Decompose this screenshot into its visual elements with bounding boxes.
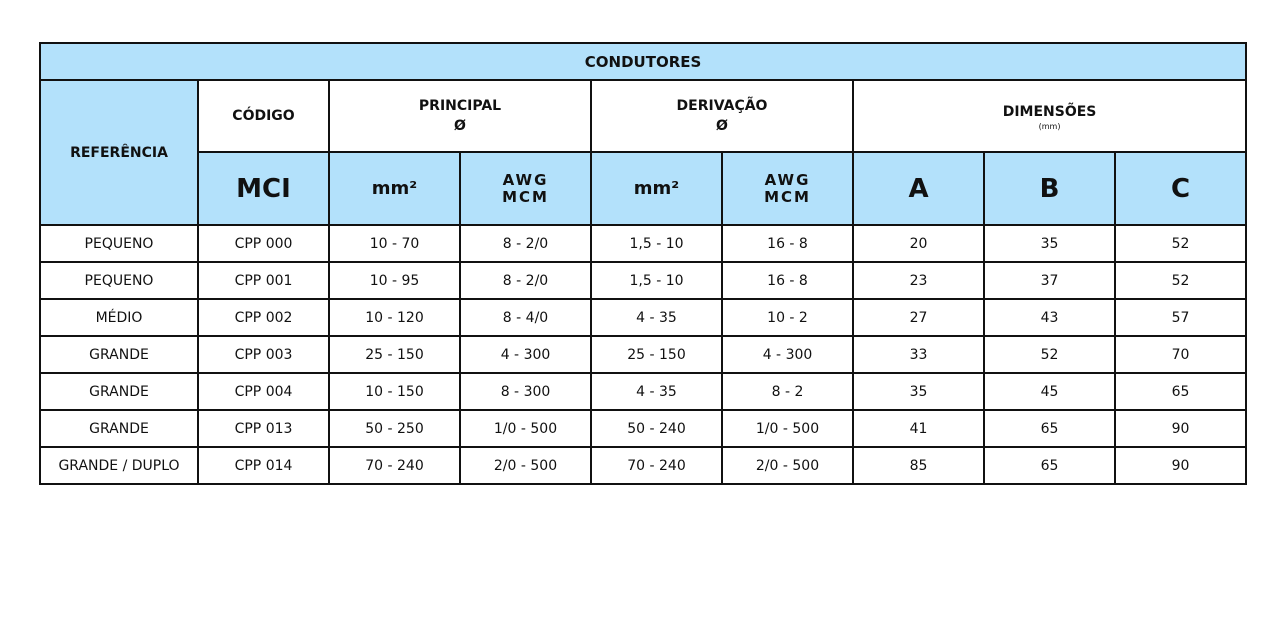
cell-dim-a: 85 (853, 447, 984, 484)
table-row (40, 336, 1246, 373)
cell-dim-c: 65 (1115, 373, 1246, 410)
header-referencia: REFERÊNCIA (40, 80, 198, 225)
table-row (40, 225, 1246, 262)
cell-referencia: GRANDE (40, 336, 198, 373)
cell-derivacao-awg: 4 - 300 (722, 336, 853, 373)
header-dim-c: C (1115, 152, 1246, 225)
cell-dim-a: 41 (853, 410, 984, 447)
cell-derivacao-awg: 16 - 8 (722, 262, 853, 299)
cell-principal-awg: 8 - 2/0 (460, 225, 591, 262)
cell-referencia: PEQUENO (40, 262, 198, 299)
cell-dim-c: 52 (1115, 225, 1246, 262)
principal-diameter-symbol: Ø (454, 118, 466, 134)
table-body (40, 225, 1246, 484)
cell-principal-awg: 4 - 300 (460, 336, 591, 373)
cell-dim-b: 65 (984, 447, 1115, 484)
derivacao-awg: AWG (764, 170, 811, 189)
header-dim-a: A (853, 152, 984, 225)
cell-principal-mm2: 10 - 150 (329, 373, 460, 410)
cell-derivacao-mm2: 4 - 35 (591, 299, 722, 336)
cell-codigo: CPP 002 (198, 299, 329, 336)
cell-derivacao-mm2: 4 - 35 (591, 373, 722, 410)
cell-dim-b: 37 (984, 262, 1115, 299)
conductors-table (39, 42, 1247, 485)
cell-dim-b: 45 (984, 373, 1115, 410)
table-row (40, 373, 1246, 410)
cell-referencia: GRANDE (40, 373, 198, 410)
header-dimensoes (853, 80, 1246, 152)
cell-principal-mm2: 10 - 95 (329, 262, 460, 299)
cell-derivacao-awg: 10 - 2 (722, 299, 853, 336)
cell-derivacao-mm2: 1,5 - 10 (591, 262, 722, 299)
cell-principal-awg: 8 - 2/0 (460, 262, 591, 299)
cell-dim-a: 33 (853, 336, 984, 373)
header-derivacao (591, 80, 853, 152)
cell-principal-mm2: 10 - 120 (329, 299, 460, 336)
cell-codigo: CPP 001 (198, 262, 329, 299)
principal-awg: AWG (502, 170, 549, 189)
header-derivacao-awg-mcm (722, 152, 853, 225)
cell-dim-c: 70 (1115, 336, 1246, 373)
cell-derivacao-mm2: 1,5 - 10 (591, 225, 722, 262)
cell-codigo: CPP 014 (198, 447, 329, 484)
cell-referencia: GRANDE / DUPLO (40, 447, 198, 484)
cell-principal-awg: 1/0 - 500 (460, 410, 591, 447)
table-row (40, 299, 1246, 336)
header-derivacao-mm2: mm² (591, 152, 722, 225)
principal-label: PRINCIPAL (418, 98, 502, 114)
cell-derivacao-awg: 8 - 2 (722, 373, 853, 410)
cell-derivacao-awg: 2/0 - 500 (722, 447, 853, 484)
derivacao-mcm: MCM (764, 187, 811, 206)
cell-principal-mm2: 50 - 250 (329, 410, 460, 447)
cell-dim-b: 52 (984, 336, 1115, 373)
cell-principal-mm2: 10 - 70 (329, 225, 460, 262)
cell-principal-awg: 2/0 - 500 (460, 447, 591, 484)
cell-dim-c: 90 (1115, 447, 1246, 484)
header-principal-mm2: mm² (329, 152, 460, 225)
table-row (40, 447, 1246, 484)
dimensoes-unit: (mm) (1038, 121, 1061, 131)
cell-codigo: CPP 004 (198, 373, 329, 410)
header-mci: MCI (198, 152, 329, 225)
cell-derivacao-awg: 1/0 - 500 (722, 410, 853, 447)
cell-dim-b: 65 (984, 410, 1115, 447)
cell-principal-awg: 8 - 300 (460, 373, 591, 410)
header-principal (329, 80, 591, 152)
cell-derivacao-awg: 16 - 8 (722, 225, 853, 262)
cell-dim-b: 35 (984, 225, 1115, 262)
cell-dim-c: 52 (1115, 262, 1246, 299)
cell-referencia: GRANDE (40, 410, 198, 447)
principal-mcm: MCM (502, 187, 549, 206)
cell-codigo: CPP 013 (198, 410, 329, 447)
cell-dim-a: 23 (853, 262, 984, 299)
table-row (40, 262, 1246, 299)
table-title: CONDUTORES (40, 43, 1246, 80)
dimensoes-label: DIMENSÕES (1002, 103, 1097, 120)
header-codigo: CÓDIGO (198, 80, 329, 152)
table-row (40, 410, 1246, 447)
cell-dim-a: 27 (853, 299, 984, 336)
cell-codigo: CPP 000 (198, 225, 329, 262)
derivacao-label: DERIVAÇÃO (676, 98, 768, 114)
cell-dim-c: 90 (1115, 410, 1246, 447)
cell-principal-mm2: 25 - 150 (329, 336, 460, 373)
cell-dim-a: 35 (853, 373, 984, 410)
cell-dim-c: 57 (1115, 299, 1246, 336)
cell-referencia: MÉDIO (40, 299, 198, 336)
derivacao-diameter-symbol: Ø (716, 118, 728, 134)
header-dim-b: B (984, 152, 1115, 225)
cell-principal-awg: 8 - 4/0 (460, 299, 591, 336)
cell-dim-a: 20 (853, 225, 984, 262)
cell-referencia: PEQUENO (40, 225, 198, 262)
cell-derivacao-mm2: 50 - 240 (591, 410, 722, 447)
cell-codigo: CPP 003 (198, 336, 329, 373)
cell-dim-b: 43 (984, 299, 1115, 336)
cell-principal-mm2: 70 - 240 (329, 447, 460, 484)
cell-derivacao-mm2: 25 - 150 (591, 336, 722, 373)
cell-derivacao-mm2: 70 - 240 (591, 447, 722, 484)
header-principal-awg-mcm (460, 152, 591, 225)
